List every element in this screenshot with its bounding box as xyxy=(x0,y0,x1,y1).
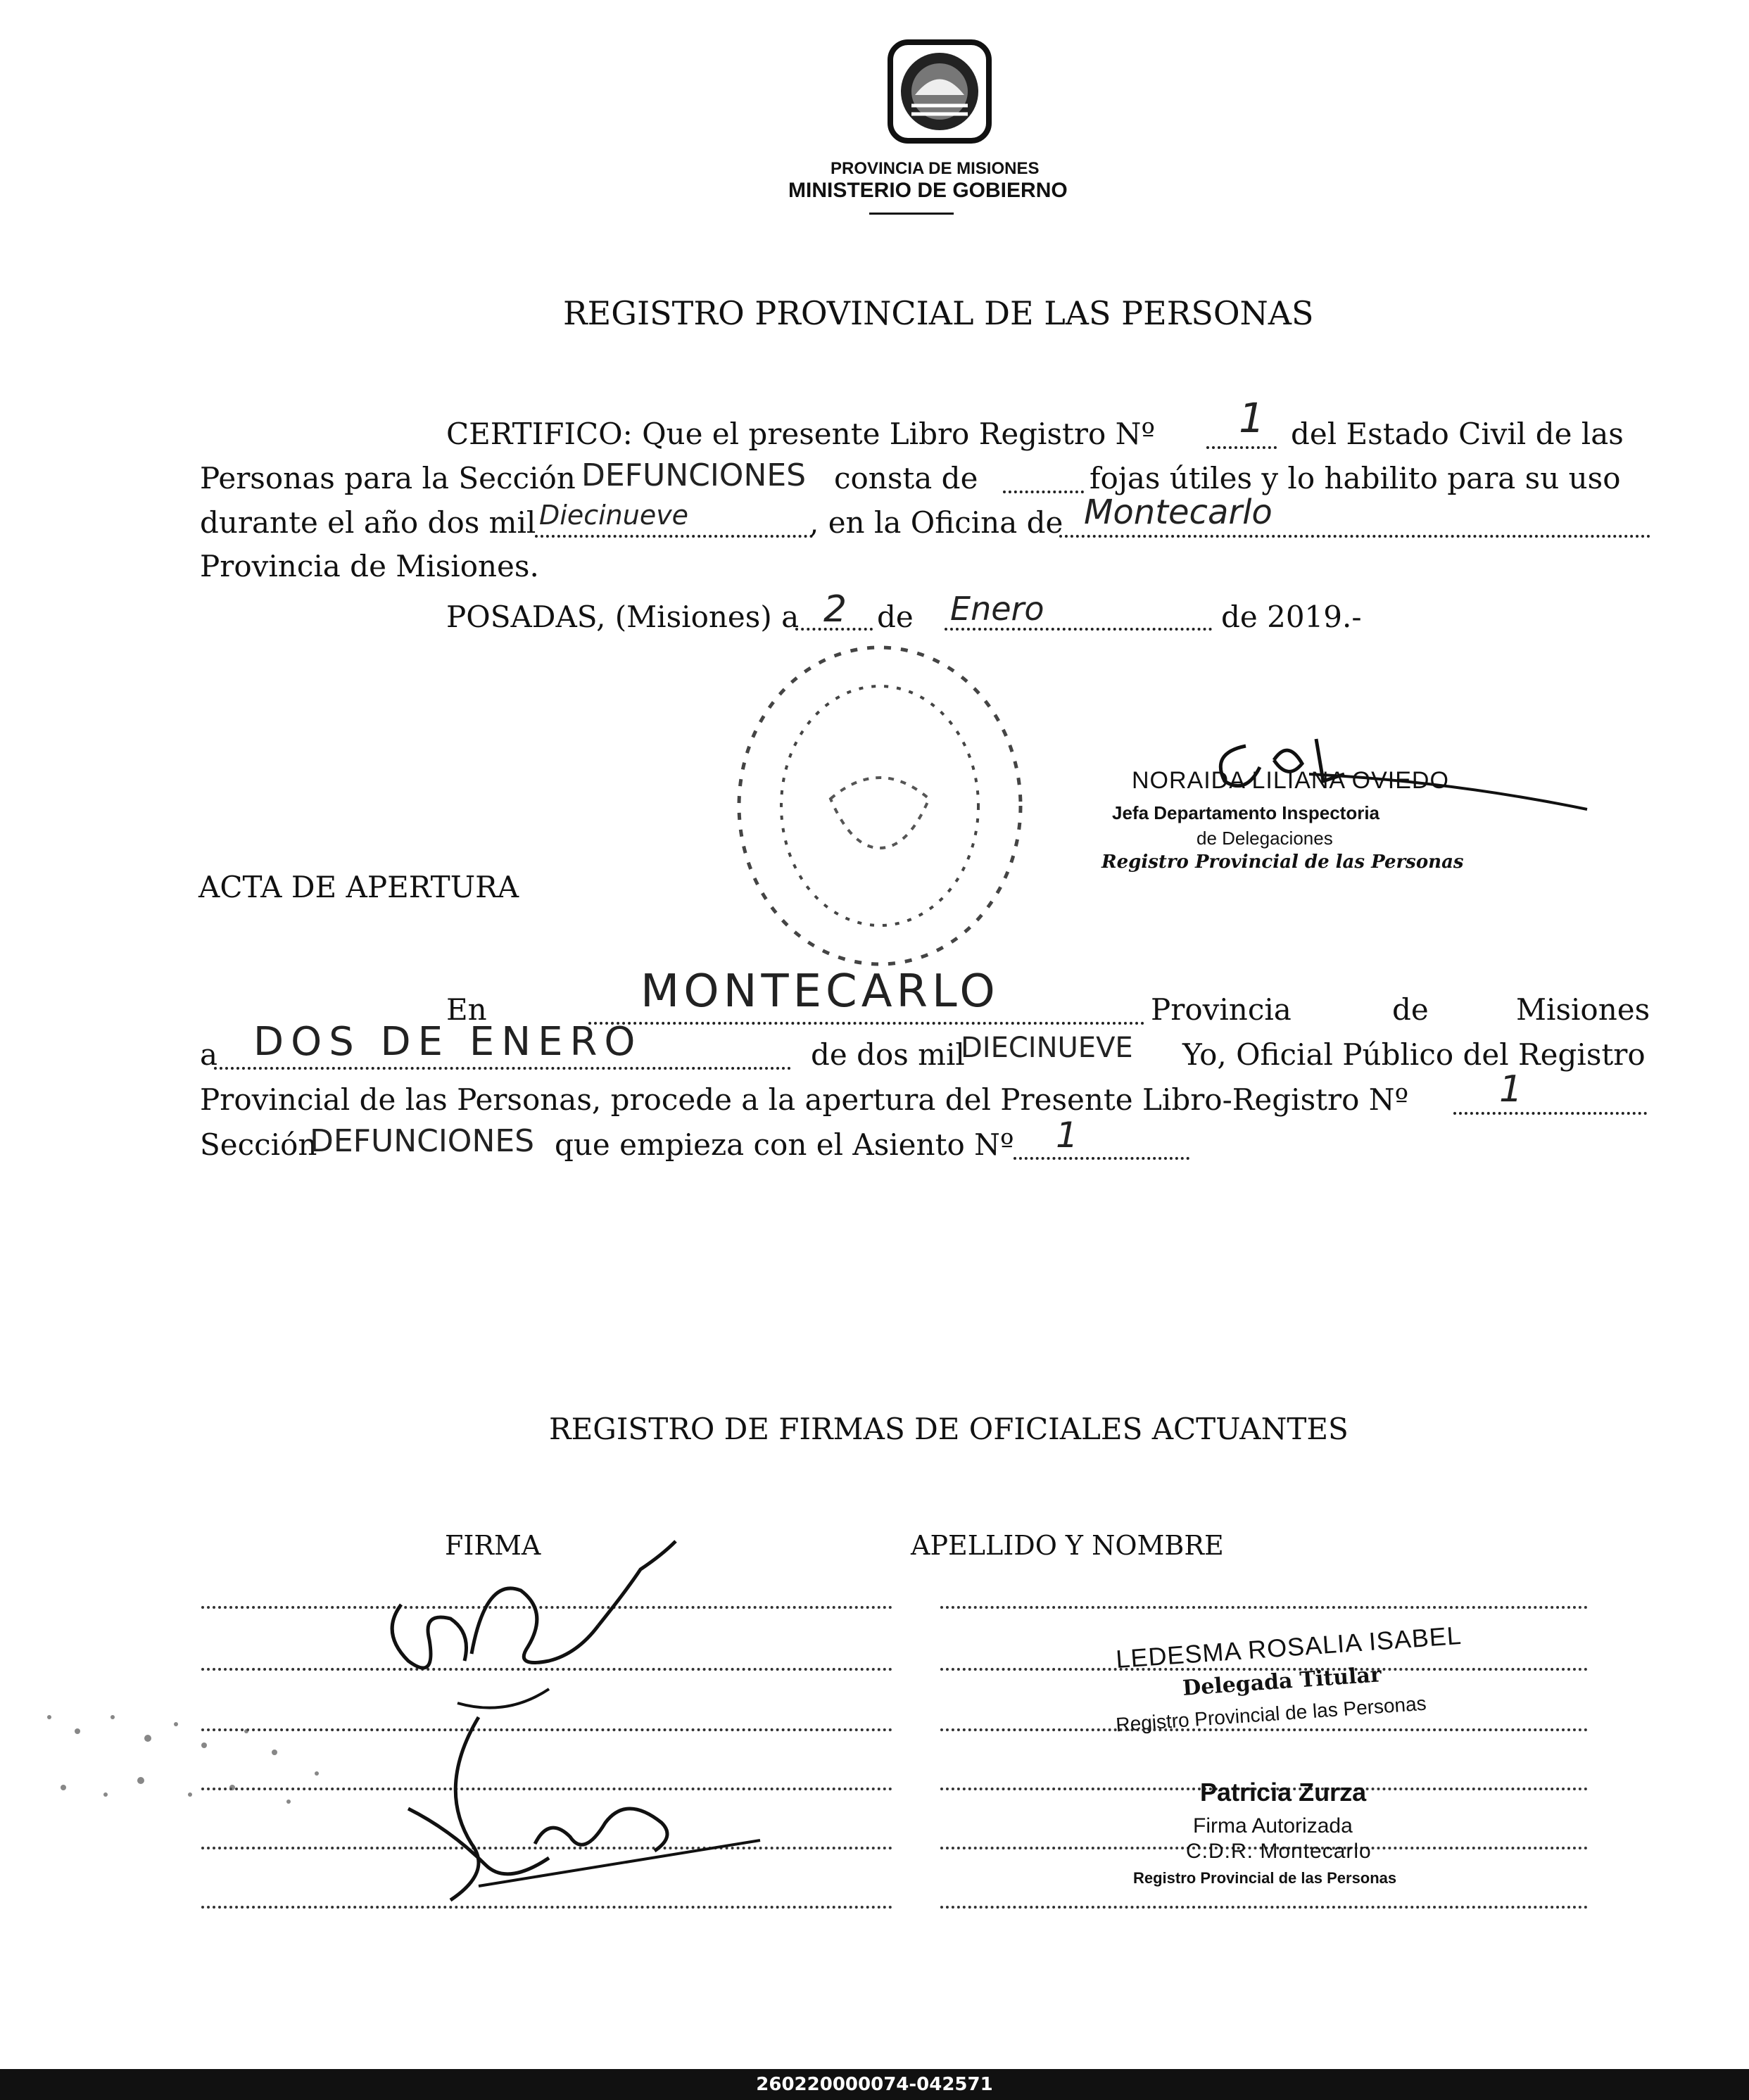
cert-section: DEFUNCIONES xyxy=(581,457,807,493)
cert-year-handwritten: Diecinueve xyxy=(539,500,689,531)
oviedo-role: Jefa Departamento Inspectoria xyxy=(1112,802,1380,823)
cert-line5-a: POSADAS, (Misiones) a xyxy=(446,600,800,634)
acta-l1-b: Provincia xyxy=(1151,992,1292,1027)
acta-year-handwritten: DIECINUEVE xyxy=(961,1032,1133,1064)
nombre-row xyxy=(940,1906,1588,1909)
cert-line5-c: de 2019.- xyxy=(1221,600,1362,634)
header-rule xyxy=(869,213,954,215)
oviedo-name: NORAIDA LILIANA OVIEDO xyxy=(1132,767,1449,794)
zurza-stamp-office: C.D.R. Montecarlo xyxy=(1186,1840,1372,1863)
cert-line2-b: consta de xyxy=(834,461,978,495)
acta-l3-a: Provincial de las Personas, procede a la apertura del Presente Libro-Registro Nº xyxy=(200,1082,1409,1117)
zurza-stamp-org: Registro Provincial de las Personas xyxy=(1133,1869,1397,1887)
cert-line2-a: Personas para la Sección xyxy=(200,461,576,495)
cert-day-handwritten: 2 xyxy=(823,588,847,631)
cert-office-dots xyxy=(1059,535,1650,538)
cert-office-handwritten: Montecarlo xyxy=(1084,493,1273,532)
ledesma-stamp-name: LEDESMA ROSALIA ISABEL xyxy=(1115,1620,1463,1674)
oviedo-role2: de Delegaciones xyxy=(1196,828,1333,849)
cert-line2-c: fojas útiles y lo habilito para su uso xyxy=(1090,461,1621,495)
acta-l4-b: que empieza con el Asiento Nº xyxy=(555,1127,1014,1162)
acta-l2-c: Yo, Oficial Público del Registro xyxy=(1182,1037,1646,1072)
zurza-stamp-role: Firma Autorizada xyxy=(1193,1814,1353,1838)
nombre-row xyxy=(940,1728,1588,1731)
acta-heading: ACTA DE APERTURA xyxy=(198,870,519,904)
oval-official-stamp xyxy=(725,637,1035,975)
acta-date-handwritten: DOS DE ENERO xyxy=(253,1019,643,1065)
oviedo-org: Registro Provincial de las Personas xyxy=(1101,852,1464,873)
acta-place-handwritten: MONTECARLO xyxy=(640,966,999,1018)
acta-place-dots xyxy=(588,1022,1144,1025)
cert-month-handwritten: Enero xyxy=(950,590,1044,628)
zurza-stamp-name: Patricia Zurza xyxy=(1200,1778,1367,1807)
cert-book-number-dots xyxy=(1206,446,1277,449)
cert-line3-b: , en la Oficina de xyxy=(809,505,1063,540)
column-firma: FIRMA xyxy=(445,1530,541,1561)
cert-line1-b: del Estado Civil de las xyxy=(1291,417,1624,451)
acta-l1-c: de xyxy=(1392,992,1429,1027)
zurza-signature xyxy=(394,1703,760,1914)
cert-fojas-dots xyxy=(1003,491,1084,493)
cert-day-dots xyxy=(795,628,873,631)
cert-line4: Provincia de Misiones. xyxy=(200,549,539,583)
cert-line3-a: durante el año dos mil xyxy=(200,505,536,540)
acta-section-handwritten: DEFUNCIONES xyxy=(310,1123,535,1159)
seal-graphic xyxy=(880,35,999,148)
firmas-heading: REGISTRO DE FIRMAS DE OFICIALES ACTUANTES xyxy=(549,1412,1349,1446)
acta-l2-b: de dos mil xyxy=(811,1037,965,1072)
acta-asiento-dots xyxy=(1014,1157,1189,1160)
document-id-bar: 260220000074-042571 xyxy=(0,2069,1749,2100)
cert-line1-a: CERTIFICO: Que el presente Libro Registro Nº xyxy=(446,417,1156,451)
ledesma-stamp-role: Delegada Titular xyxy=(1182,1662,1382,1701)
ministry-label: MINISTERIO DE GOBIERNO xyxy=(788,179,1068,202)
ledesma-stamp-org: Registro Provincial de las Personas xyxy=(1115,1692,1427,1736)
acta-book-number: 1 xyxy=(1499,1068,1523,1111)
nombre-row xyxy=(940,1606,1588,1609)
acta-l1-d: Misiones xyxy=(1516,992,1650,1027)
column-apellido-nombre: APELLIDO Y NOMBRE xyxy=(911,1530,1224,1561)
page-title: REGISTRO PROVINCIAL DE LAS PERSONAS xyxy=(563,294,1314,332)
acta-l1-a: En xyxy=(446,992,487,1027)
acta-l4-a: Sección xyxy=(200,1127,317,1162)
cert-year-dots xyxy=(535,535,813,538)
acta-book-number-dots xyxy=(1453,1112,1647,1115)
cert-line5-b: de xyxy=(877,600,914,634)
acta-l2-a: a xyxy=(200,1037,218,1072)
cert-month-dots xyxy=(945,628,1212,631)
acta-date-dots xyxy=(214,1067,791,1070)
scan-smudge xyxy=(21,1689,345,1830)
province-label: PROVINCIA DE MISIONES xyxy=(831,159,1040,178)
acta-asiento-number: 1 xyxy=(1056,1115,1078,1156)
provincial-seal xyxy=(880,35,999,148)
cert-book-number: 1 xyxy=(1239,394,1265,442)
